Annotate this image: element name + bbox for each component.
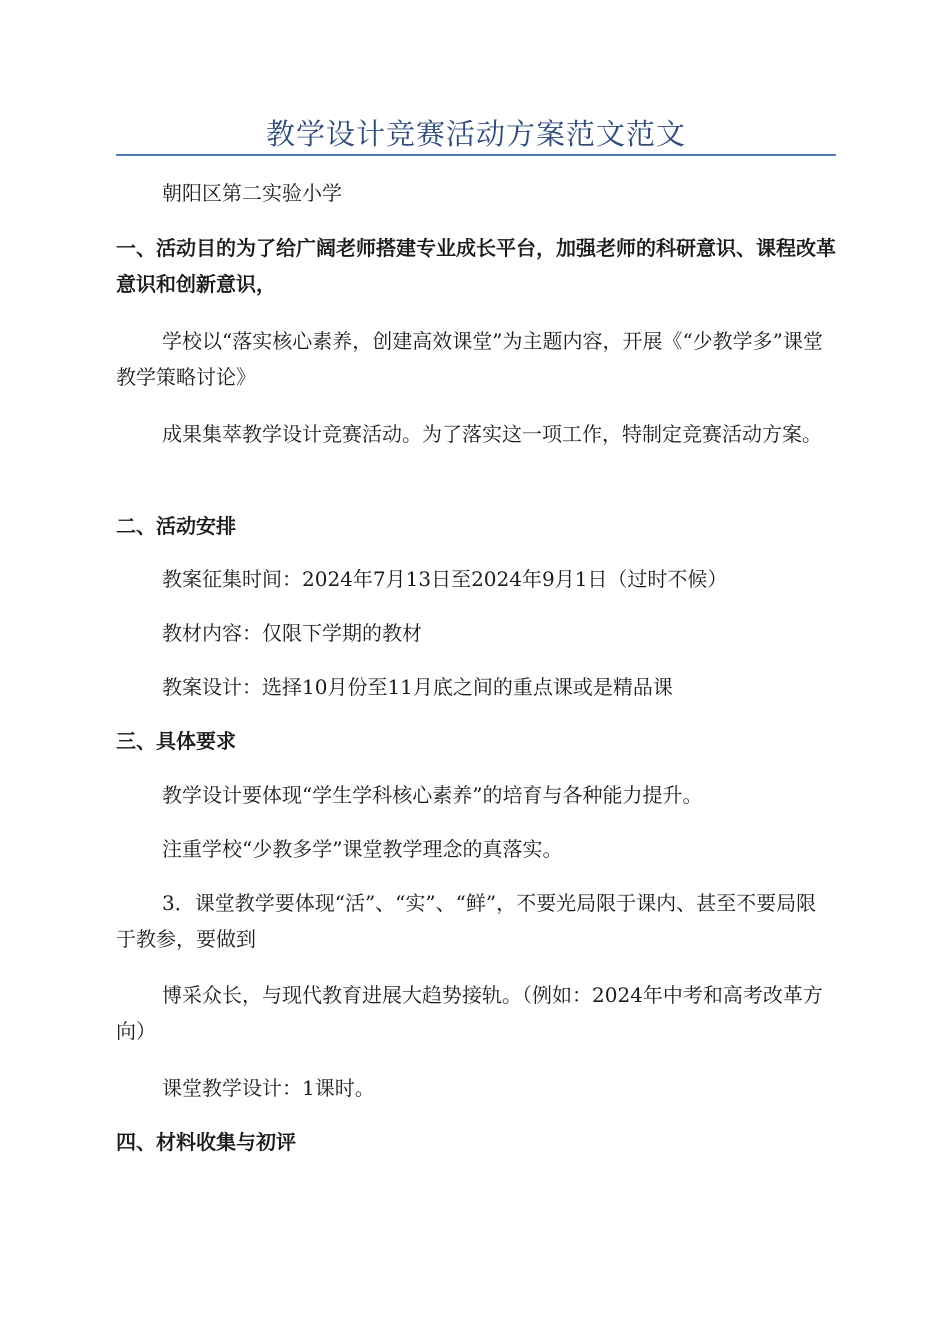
section-1-paragraph-1: 学校以“落实核心素养，创建高效课堂”为主题内容，开展《“少教学多”课堂教学策略讨论》 bbox=[116, 329, 823, 389]
section-3-item-4: 博采众长，与现代教育进展大趋势接轨。（例如：2024年中考和高考改革方向） bbox=[116, 983, 823, 1043]
section-1-paragraph-2: 成果集萃教学设计竞赛活动。为了落实这一项工作，特制定竞赛活动方案。 bbox=[162, 422, 822, 446]
title-underline bbox=[116, 154, 836, 156]
section-3-item-1: 教学设计要体现“学生学科核心素养”的培育与各种能力提升。 bbox=[162, 783, 703, 807]
section-2-item-3: 教案设计：选择10月份至11月底之间的重点课或是精品课 bbox=[162, 675, 673, 699]
section-4-heading: 四、材料收集与初评 bbox=[116, 1130, 296, 1154]
section-3-item-3: 3．课堂教学要体现“活”、“实”、“鲜”，不要光局限于课内、甚至不要局限于教参，要做到 bbox=[116, 891, 817, 951]
school-name: 朝阳区第二实验小学 bbox=[162, 181, 342, 205]
section-2-item-1: 教案征集时间：2024年7月13日至2024年9月1日（过时不候） bbox=[162, 567, 728, 591]
section-2-heading: 二、活动安排 bbox=[116, 514, 236, 538]
section-2-item-2: 教材内容：仅限下学期的教材 bbox=[162, 621, 422, 645]
section-3-item-2: 注重学校“少教多学”课堂教学理念的真落实。 bbox=[162, 837, 563, 861]
section-1-heading: 一、活动目的为了给广阔老师搭建专业成长平台，加强老师的科研意识、课程改革意识和创新意识， bbox=[116, 236, 836, 296]
section-3-item-5: 课堂教学设计：1课时。 bbox=[162, 1076, 375, 1100]
section-3-heading: 三、具体要求 bbox=[116, 729, 236, 753]
document-title: 教学设计竞赛活动方案范文范文 bbox=[265, 117, 686, 151]
